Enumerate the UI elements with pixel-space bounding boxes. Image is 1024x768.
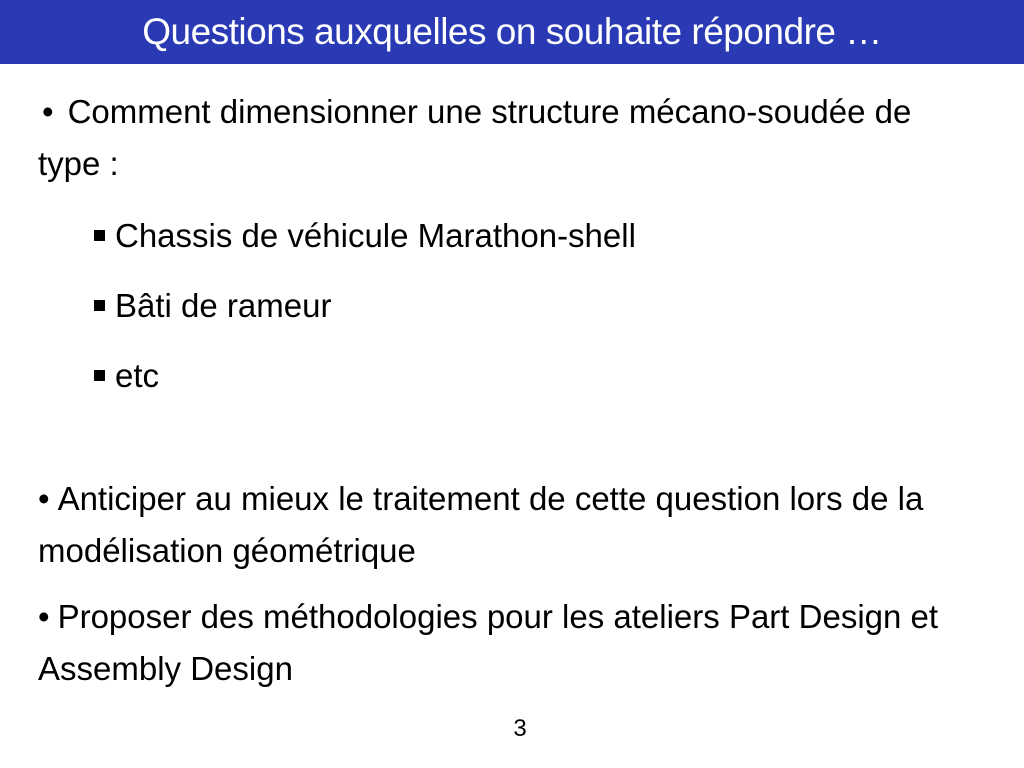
sub-bullet-text: Chassis de véhicule Marathon-shell bbox=[115, 217, 636, 254]
sub-bullet-item-2 bbox=[94, 284, 331, 328]
square-bullet-icon bbox=[94, 300, 105, 311]
bullet-text: Comment dimensionner une structure mécano-soudée de type : bbox=[38, 93, 912, 182]
square-bullet-icon bbox=[94, 230, 105, 241]
sub-bullet-item-3 bbox=[94, 354, 159, 398]
sub-bullet-item-1 bbox=[94, 214, 636, 258]
bullet-item-1 bbox=[38, 86, 968, 190]
square-bullet-icon bbox=[94, 370, 105, 381]
bullet-marker: • bbox=[38, 598, 50, 635]
bullet-item-2 bbox=[38, 473, 968, 577]
bullet-item-3 bbox=[38, 591, 968, 695]
bullet-marker: • bbox=[42, 93, 54, 130]
sub-bullet-text: Bâti de rameur bbox=[115, 287, 332, 324]
bullet-marker: • bbox=[38, 480, 50, 517]
bullet-text: Proposer des méthodologies pour les ateliers Part Design et Assembly Design bbox=[38, 598, 939, 687]
page-number: 3 bbox=[513, 715, 527, 742]
slide-title: Questions auxquelles on souhaite répondre … bbox=[142, 11, 882, 52]
bullet-text: Anticiper au mieux le traitement de cette question lors de la modélisation géométrique bbox=[38, 480, 924, 569]
sub-bullet-text: etc bbox=[115, 357, 160, 394]
